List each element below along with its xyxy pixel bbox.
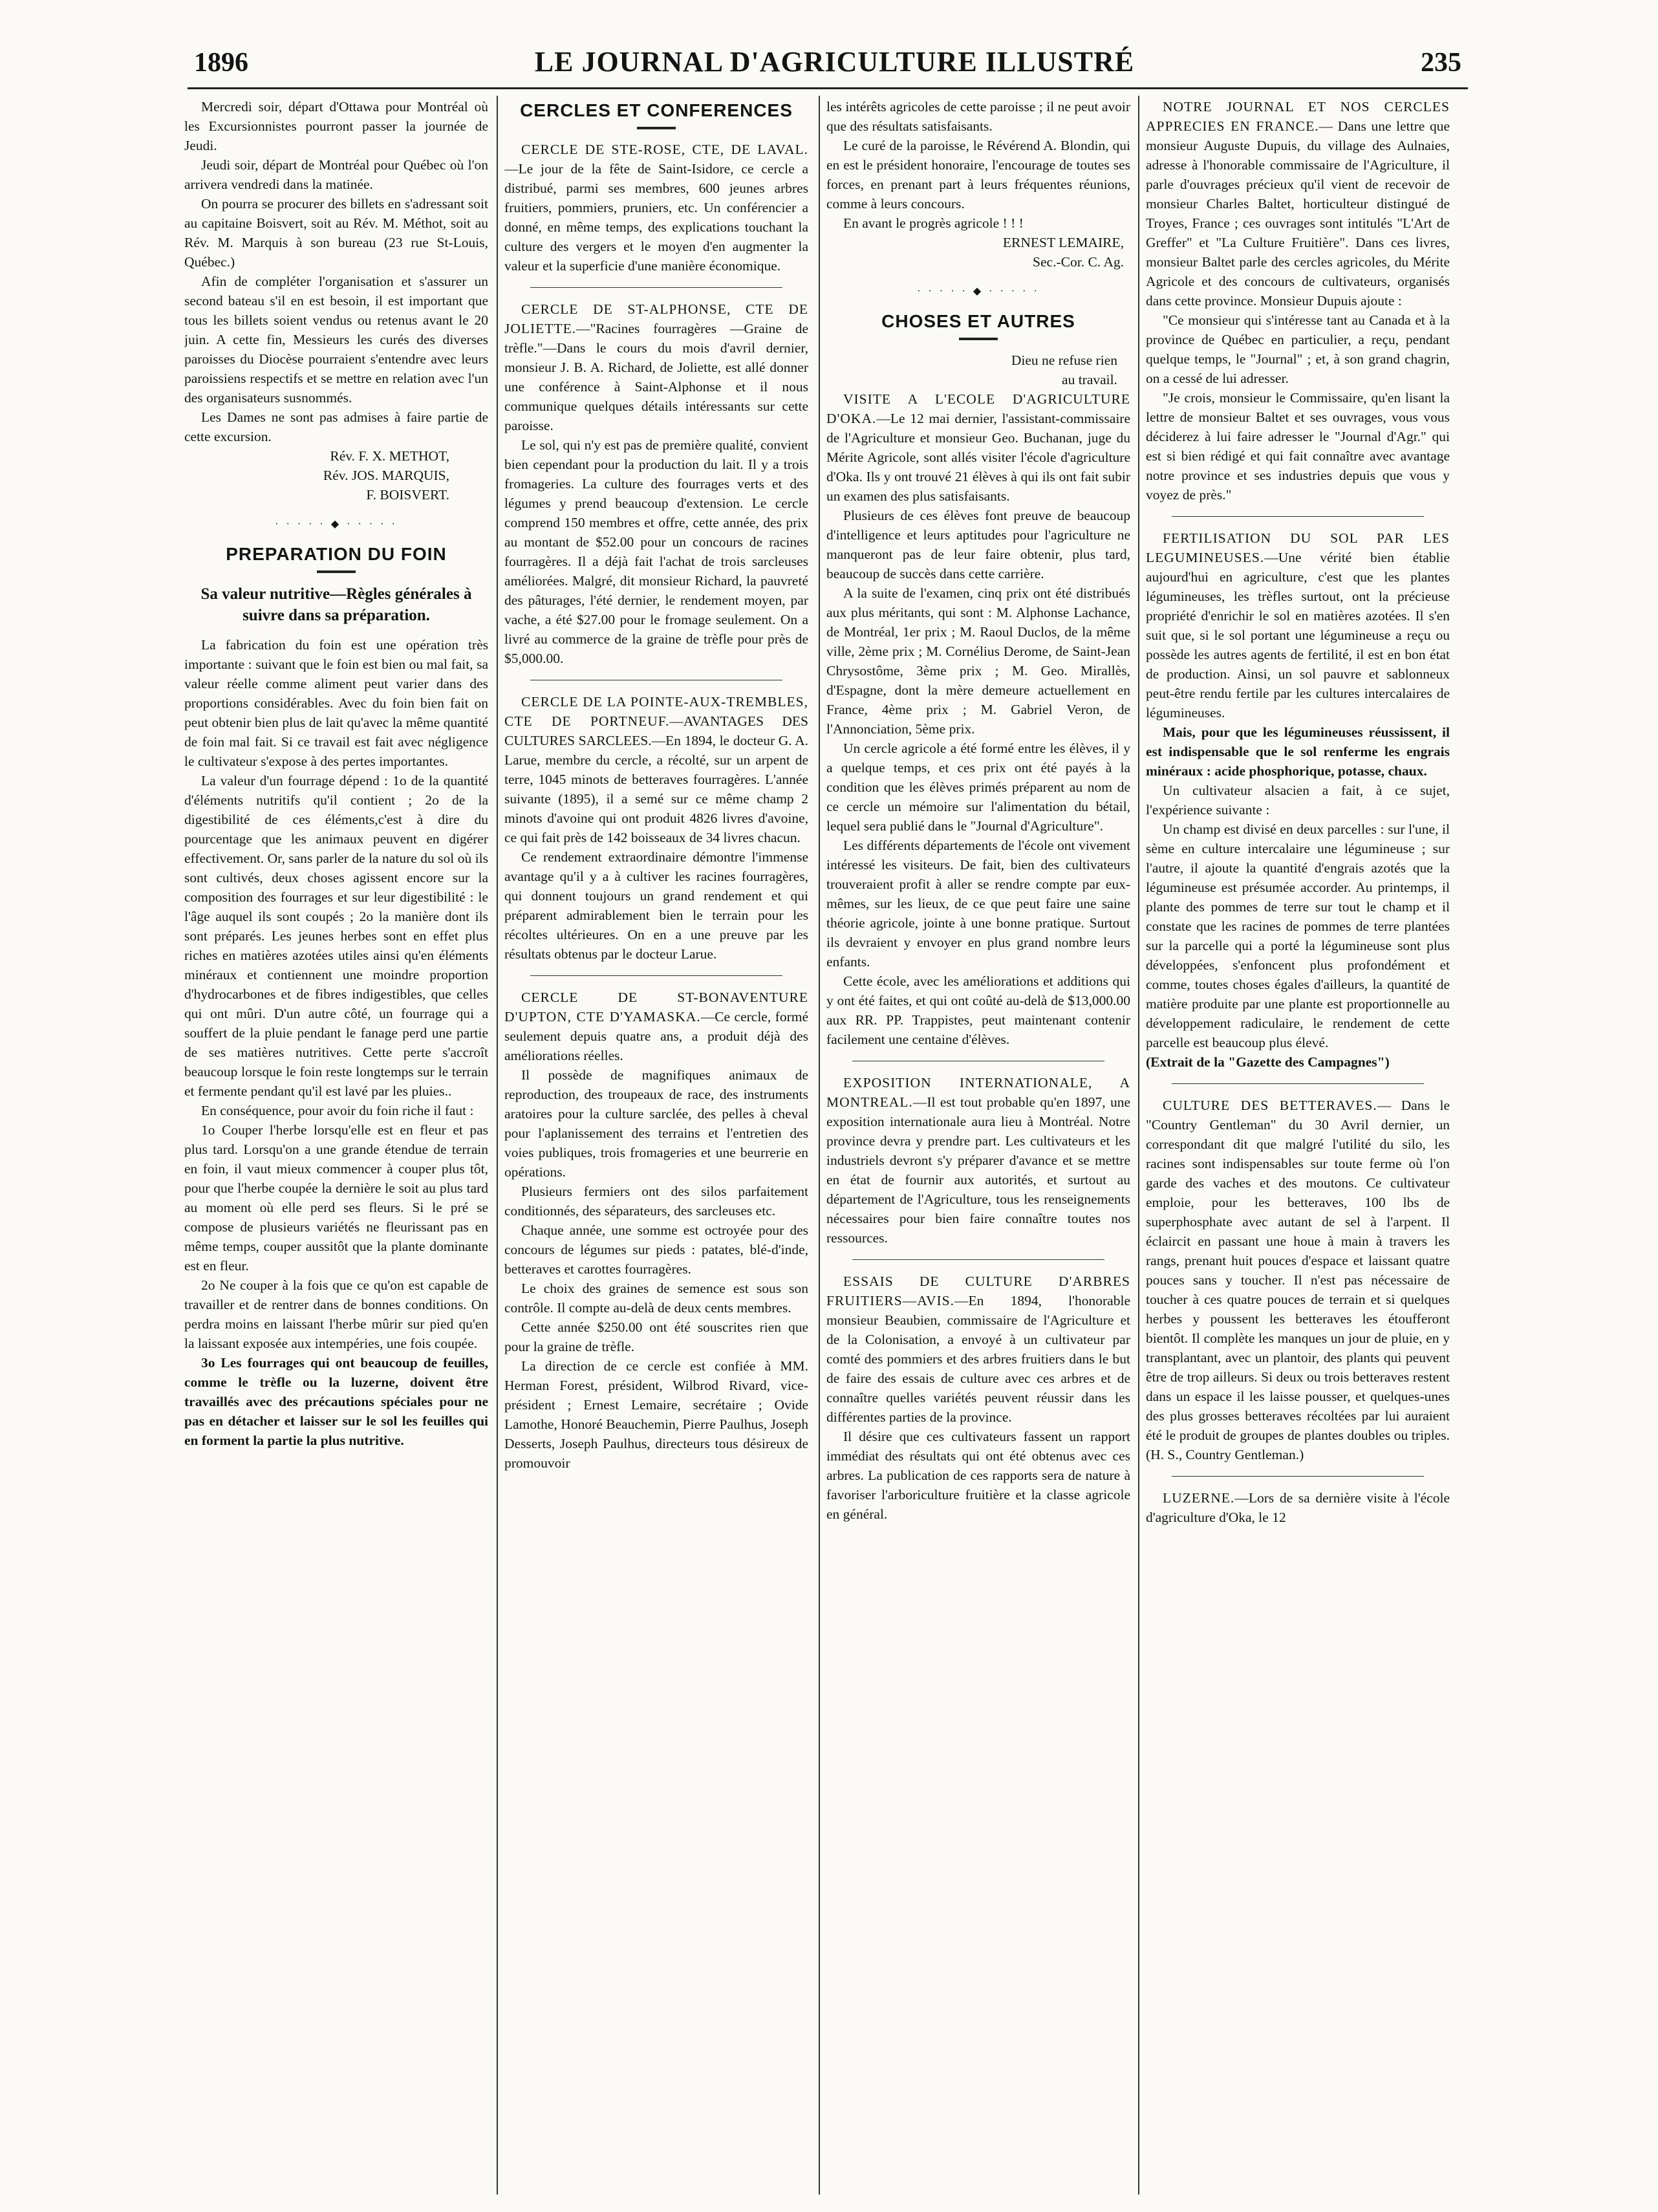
item-divider bbox=[1172, 516, 1424, 517]
item-title: NOTRE JOURNAL ET NOS CERCLES APPRECIES EN FRANCE. bbox=[1146, 99, 1450, 134]
header-year: 1896 bbox=[194, 48, 248, 78]
header-title: LE JOURNAL D'AGRICULTURE ILLUSTRÉ bbox=[534, 46, 1135, 78]
paragraph: Un champ est divisé en deux parcelles : sur l'une, il sème en culture intercalaire une légumineuse ; sur l'autre, il ajoute la quantité d'engrais azotés que la légumineuse est présumée accorder. Au printemps, il plante des pommes de terre sur tout le champ et il constate que les racines de pommes de terre plantées sur la parcelle qui a porté la légumineuse sont plus développées, s'enfoncent plus profondément et comme, toutes choses égales d'ailleurs, la quantité de matière produite par une plante est proportionnelle au développement radiculaire, le rendement de cette parcelle est beaucoup plus élevé. bbox=[1146, 821, 1450, 1050]
paragraph: La fabrication du foin est une opération très importante : suivant que le foin est bien ou mal fait, sa valeur réelle comme aliment peut varier dans des proportions considérables. Avec du foin bien fait on peut obtenir bien plus de lait qu'avec la même quantité de foin mal fait. Si ce travail est fait avec négligence le cultivateur s'expose à des pertes importantes. bbox=[184, 637, 488, 769]
paragraph: A la suite de l'examen, cinq prix ont été distribués aux plus méritants, qui sont : M. Alphonse Lachance, de Montréal, 1er prix ; M. Raoul Duclos, de la même ville, 2ème prix ; M. Cornélius Derome, de Saint-Jean Chrysostôme, 3ème prix ; M. Geo. Mirallès, d'Espagne, dont la mère demeure actuellement en France, 4ème prix ; M. Gabriel Veron, de l'Annonciation, 5ème prix. bbox=[826, 585, 1130, 737]
column-2 bbox=[504, 97, 808, 2193]
paragraph: Il désire que ces cultivateurs fassent un rapport immédiat des résultats qui ont été obtenus avec ces arbres. La publication de ces rapports sera de nature à favoriser l'arboriculture fruitière et la classe agricole en général. bbox=[826, 1429, 1130, 1522]
paragraph: Plusieurs de ces élèves font preuve de beaucoup d'intelligence et leurs aptitudes pour l'agriculture ne manqueront pas de leur faire obtenir, plus tard, beaucoup de succès dans cette carrière. bbox=[826, 508, 1130, 581]
paragraph: les intérêts agricoles de cette paroisse ; il ne peut avoir que des résultats satisfaisants. bbox=[826, 99, 1130, 134]
news-item bbox=[504, 692, 808, 847]
page-number: 235 bbox=[1420, 48, 1461, 78]
item-text: —Le 12 mai dernier, l'assistant-commissaire de l'Agriculture et monsieur Geo. Buchanan, juge du Mérite Agricole, sont allés visiter l'école d'agriculture d'Oka. Ils y ont trouvé 21 élèves à qui ils ont fait subir un examen des plus satisfaisants. bbox=[826, 411, 1130, 504]
article-heading: PREPARATION DU FOIN bbox=[226, 544, 447, 564]
item-text: —Le jour de la fête de Saint-Isidore, ce cercle a distribué, parmi ses membres, 600 jeunes arbres fruitiers, pommiers, pruniers, etc. Un conférencier a donné, en même temps, des explications touchant la culture des vergers et le moyen d'en augmenter la valeur et la superficie d'une manière économique. bbox=[504, 161, 808, 274]
news-item bbox=[1146, 528, 1450, 722]
item-title: FERTILISATION DU SOL PAR LES LEGUMINEUSES. bbox=[1146, 530, 1450, 565]
paragraph: On pourra se procurer des billets en s'adressant soit au capitaine Boisvert, soit au Rév. M. Méthot, soit au Rév. M. Marquis à son bureau (23 rue St-Louis, Québec.) bbox=[184, 196, 488, 270]
item-text: —Il est tout probable qu'en 1897, une exposition internationale aura lieu à Montréal. Notre province devra y prendre part. Les cultivateurs et les industriels devront s'y préparer d'avance et se mettre en état de fournir aux autorités, et surtout au département de l'Agriculture, tous les renseignements nécessaires pour bien faire connaître toutes nos ressources. bbox=[826, 1094, 1130, 1246]
item-divider bbox=[852, 1259, 1104, 1260]
paragraph: Chaque année, une somme est octroyée pour des concours de légumes sur pieds : patates, blé-d'inde, betteraves et carottes fourragères. bbox=[504, 1222, 808, 1277]
paragraph: Le sol, qui n'y est pas de première qualité, convient bien cependant pour la production du lait. Il y a trois fromageries. La culture des fourrages verts et des légumes y prend beaucoup d'extension. Le cercle comprend 150 membres et offre, cette année, des prix au montant de $52.00 pour un concours de racines fourragères. Il a déjà fait l'achat de trois sarcleuses améliorées. Malgré, dit monsieur Richard, la pauvreté des pâturages, l'été dernier, le rendement moyen, par vache, a été $27.00 pour le fromage seulement. On a livré au commerce de la graine de trèfle pour près de $5,000.00. bbox=[504, 437, 808, 666]
item-divider bbox=[1172, 1476, 1424, 1477]
paragraph: Mercredi soir, départ d'Ottawa pour Montréal où les Excursionnistes pourront passer la journée de Jeudi. bbox=[184, 99, 488, 153]
column-1 bbox=[184, 97, 488, 2193]
news-item bbox=[826, 1073, 1130, 1248]
item-text: —AVANTAGES DES CULTURES SARCLEES.—En 1894, le docteur G. A. Larue, membre du cercle, a récolté, sur un arpent de terre, 1045 minots de betteraves fourragères. L'année suivante (1895), il a semé sur ce même champ 2 minots d'avoine qui ont produit 4826 livres d'avoine, ce qui fait près de 142 boisseaux de 34 livres chacun. bbox=[504, 713, 808, 845]
item-divider bbox=[530, 975, 782, 976]
ornament-divider: · · · · · ◆ · · · · · bbox=[275, 519, 398, 530]
paragraph: Jeudi soir, départ de Montréal pour Québec où l'on arrivera vendredi dans la matinée. bbox=[184, 157, 488, 192]
item-title: ESSAIS DE CULTURE D'ARBRES FRUITIERS—AVIS. bbox=[826, 1274, 1130, 1308]
paragraph: La valeur d'un fourrage dépend : 1o de la quantité d'éléments nutritifs qu'il contient ; 2o de la digestibilité de ces éléments,c'est à dire du pourcentage que les animaux peuvent en digérer effectivement. Or, sans parler de la nature du sol où ils sont cultivés, deux choses agissent encore sur la composition des fourrages et sur leur digestibilité : le l'âge auquel ils sont coupés ; 2o la manière dont ils sont préparés. Les jeunes herbes sont en effet plus riches en matières azotées utiles ainsi qu'en éléments minéraux et contiennent une moindre proportion d'hydrocarbones et de fibres indigestibles, que celles qui ont mûri. D'un autre côté, un fourrage qui a souffert de la pluie pendant le fanage perd une partie de ses matières nutritives. Cette perte s'accroît beaucoup lorsque le foin reste longtemps sur le terrain et fermente pendant qu'il est lavé par les pluies.. bbox=[184, 773, 488, 1099]
item-title: VISITE A L'ECOLE D'AGRICULTURE D'OKA. bbox=[826, 391, 1130, 426]
item-title: CERCLE DE ST-ALPHONSE, CTE DE JOLIETTE. bbox=[504, 301, 808, 336]
paragraph: Les différents départements de l'école ont vivement intéressé les visiteurs. De fait, bien des cultivateurs trouveraient profit à aller se rendre compte par eux-mêmes, sur les lieux, de ce que peut faire une saine théorie agricole, jointe à une bonne pratique. Surtout ils devraient y envoyer en plus grand nombre leurs enfants. bbox=[826, 838, 1130, 970]
paragraph: Cette école, avec les améliorations et additions qui y ont été faites, et qui ont coûté au-delà de $13,000.00 aux RR. PP. Trappistes, peut maintenant contenir facilement une centaine d'élèves. bbox=[826, 973, 1130, 1047]
paragraph: Le choix des graines de semence est sous son contrôle. Il compte au-delà de deux cents membres. bbox=[504, 1281, 808, 1316]
paragraph: Mais, pour que les légumineuses réussissent, il est indispensable que le sol renferme les engrais minéraux : acide phosphorique, potasse, chaux. bbox=[1146, 724, 1450, 779]
paragraph: "Ce monsieur qui s'intéresse tant au Canada et à la province de Québec en particulier, a reçu, pendant quelque temps, le "Journal" ; et, à son grand chagrin, on a cessé de lui adresser. bbox=[1146, 312, 1450, 386]
item-title: CERCLE DE LA POINTE-AUX-TREMBLES, CTE DE PORTNEUF. bbox=[504, 694, 808, 729]
news-item bbox=[826, 389, 1130, 506]
section-heading: CERCLES ET CONFERENCES bbox=[520, 100, 793, 120]
news-item bbox=[1146, 97, 1450, 310]
motto-line: au travail. bbox=[1062, 372, 1117, 387]
news-item bbox=[504, 299, 808, 435]
signature-line: ERNEST LEMAIRE, bbox=[1002, 235, 1124, 250]
news-item bbox=[504, 140, 808, 276]
signature-line: Rév. F. X. METHOT, bbox=[330, 448, 449, 464]
item-title: CERCLE DE STE-ROSE, CTE, DE LAVAL. bbox=[521, 142, 808, 157]
paragraph: Ce rendement extraordinaire démontre l'immense avantage qu'il y a à cultiver les racines fourragères, qui donnent toujours un grand rendement et qui préparent admirablement bien le terrain pour les récoltes ultérieures. On en a une preuve par les résultats obtenus par le docteur Larue. bbox=[504, 849, 808, 962]
item-title: EXPOSITION INTERNATIONALE, A MONTREAL. bbox=[826, 1075, 1130, 1110]
news-item bbox=[1146, 1096, 1450, 1464]
item-title: CERCLE DE ST-BONAVENTURE D'UPTON, CTE D'YAMASKA. bbox=[504, 990, 808, 1025]
signature-line: Sec.-Cor. C. Ag. bbox=[1033, 254, 1124, 270]
column-4 bbox=[1146, 97, 1450, 2193]
section-heading: CHOSES ET AUTRES bbox=[881, 311, 1075, 331]
news-item bbox=[504, 988, 808, 1065]
paragraph: Afin de compléter l'organisation et s'assurer un second bateau s'il en est besoin, il est important que tous les billets soient vendus ou retenus avant le 20 juin. A cette fin, Messieurs les curés des diverses paroisses du Diocèse pourraient s'entendre avec leurs paroissiens respectifs et se mettre en relation avec l'un des organisateurs susnommés. bbox=[184, 274, 488, 406]
paragraph: Un cercle agricole a été formé entre les élèves, il y a quelque temps, et ces prix ont été payés à la condition que les élèves primés préparent au nom de ce cercle un mémoire sur l'alimentation du bétail, lequel sera publié dans le "Journal d'Agriculture". bbox=[826, 741, 1130, 834]
motto-line: Dieu ne refuse rien bbox=[1011, 352, 1117, 368]
news-item bbox=[1146, 1488, 1450, 1527]
heading-rule bbox=[959, 338, 998, 340]
item-text: — Dans le "Country Gentleman" du 30 Avril dernier, un correspondant dit que malgré l'utilité du silo, les racines sont indispensables sur toute ferme où l'on garde des vaches et des moutons. Ce cultivateur emploie, pour les betteraves, 100 lbs de superphosphate avec autant de sel à l'arpent. Il éclaircit en passant une houe à main à travers les rangs, prenant huit pouces d'espace et laissant quatre pouces sans y toucher. Il n'est pas nécessaire de toucher à ces quatre pouces de terrain et si quelques herbes y poussent les betteraves les étoufferont bientôt. Il complète les manques un jour de pluie, en y transplantant, avec un plantoir, des plants qui peuvent être de trop ailleurs. Si deux ou trois betteraves restent dans un espace il les laisse pousser, et quelques-unes des plus grosses betteraves récoltées par lui auraient été le produit de groupes de plantes doubles ou triples. (H. S., Country Gentleman.) bbox=[1146, 1098, 1450, 1462]
paragraph: La direction de ce cercle est confiée à MM. Herman Forest, président, Wilbrod Rivard, vice-président ; Ernest Lemaire, secrétaire ; Ovide Lamothe, Honoré Beauchemin, Pierre Paulhus, Joseph Desserts, Joseph Paulhus, directeurs tous désireux de promouvoir bbox=[504, 1358, 808, 1471]
paragraph: 2o Ne couper à la fois que ce qu'on est capable de travailler et de rentrer dans de bonnes conditions. On perdra moins en laissant l'herbe mûrir sur pied qu'en la laissant exposée aux intempéries, une fois coupée. bbox=[184, 1277, 488, 1351]
heading-rule bbox=[637, 127, 676, 129]
column-divider bbox=[819, 96, 820, 2195]
column-3 bbox=[826, 97, 1130, 2193]
item-text: — Dans une lettre que monsieur Auguste Dupuis, du village des Aulnaies, adresse à l'honorable commissaire de l'Agriculture, il parle d'ouvrages précieux qu'il vient de recevoir de monsieur Charles Baltet, horticulteur distingué de Troyes, France ; ces ouvrages sont intitulés "L'Art de Greffer" et "La Culture Fruitière". Dans ces livres, monsieur Baltet parle des cercles agricoles, du Mérite Agricole et des concours de cultivateurs, organisés dans cette province. Monsieur Dupuis ajoute : bbox=[1146, 118, 1450, 309]
signature-line: Rév. JOS. MARQUIS, bbox=[323, 468, 449, 483]
ornament-divider: · · · · · ◆ · · · · · bbox=[917, 286, 1040, 297]
item-title: LUZERNE. bbox=[1163, 1490, 1235, 1506]
paragraph: "Je crois, monsieur le Commissaire, qu'en lisant la lettre de monsieur Baltet et ses ouvrages, vous vous déciderez à lui faire adresser le "Journal d'Agr." qui est si bien rédigé et qui fait connaître avec avantage notre province et ses industries depuis que vous y voyez de près." bbox=[1146, 390, 1450, 503]
heading-rule bbox=[317, 570, 356, 573]
page-header bbox=[194, 45, 1461, 84]
paragraph: Plusieurs fermiers ont des silos parfaitement conditionnés, des séparateurs, des sarcleuses etc. bbox=[504, 1184, 808, 1219]
item-text: —En 1894, l'honorable monsieur Beaubien, commissaire de l'Agriculture et de la Colonisation, a envoyé à un cultivateur par comté des pommiers et des arbres fruitiers dans le but de faire des essais de culture avec ces arbres et de connaître quelles variétés peuvent réussir dans les différentes parties de la province. bbox=[826, 1293, 1130, 1425]
item-text: —"Racines fourragères —Graine de trèfle."—Dans le cours du mois d'avril dernier, monsieur J. B. A. Richard, de Joliette, est allé donner une conférence à Saint-Alphonse et il nous communique quelques détails intéressants sur cette paroisse. bbox=[504, 321, 808, 433]
paragraph: Les Dames ne sont pas admises à faire partie de cette excursion. bbox=[184, 409, 488, 444]
paragraph: 1o Couper l'herbe lorsqu'elle est en fleur et pas plus tard. Lorsqu'on a une grande étendue de terrain en foin, il vaut mieux commencer à couper plus tôt, pour que l'herbe coupée la dernière le soit au plus tard au moment où elle perd ses fleurs. Si le pré se compose de plusieurs variétés ne fleurissant pas en même temps, couper aussitôt que la plante dominante est en fleur. bbox=[184, 1122, 488, 1274]
item-divider bbox=[530, 287, 782, 288]
article-subheading: Sa valeur nutritive—Règles générales à suivre dans sa préparation. bbox=[200, 585, 472, 624]
paragraph: En avant le progrès agricole ! ! ! bbox=[843, 215, 1024, 231]
item-text: —Lors de sa dernière visite à l'école d'agriculture d'Oka, le 12 bbox=[1146, 1490, 1450, 1525]
item-title: CULTURE DES BETTERAVES. bbox=[1163, 1098, 1377, 1113]
column-divider bbox=[1138, 96, 1139, 2195]
header-rule bbox=[188, 87, 1468, 89]
paragraph: Un cultivateur alsacien a fait, à ce sujet, l'expérience suivante : bbox=[1146, 783, 1450, 818]
paragraph: Le curé de la paroisse, le Révérend A. Blondin, qui en est le président honoraire, l'encourage de toutes ses forces, en prenant part à leurs fréquentes réunions, comme à leurs concours. bbox=[826, 138, 1130, 211]
signature-line: F. BOISVERT. bbox=[366, 487, 449, 503]
paragraph: 3o Les fourrages qui ont beaucoup de feuilles, comme le trèfle ou la luzerne, doivent être travaillés avec des précautions spéciales pour ne pas en détacher et laisser sur le sol les feuilles qui en forment la partie la plus nutritive. bbox=[184, 1355, 488, 1448]
news-item bbox=[826, 1272, 1130, 1427]
paragraph: Cette année $250.00 ont été souscrites rien que pour la graine de trèfle. bbox=[504, 1319, 808, 1354]
paragraph: En conséquence, pour avoir du foin riche il faut : bbox=[201, 1103, 474, 1118]
paragraph: Il possède de magnifiques animaux de reproduction, des troupeaux de race, des instruments aratoires pour la culture sarclée, des pelles à cheval pour l'aplanissement des terrains et l'entretien des voies publiques, trois fromageries et une beurrerie en opérations. bbox=[504, 1067, 808, 1180]
item-divider bbox=[1172, 1083, 1424, 1084]
item-text: —Ce cercle, formé seulement depuis quatre ans, a produit déjà des améliorations réelles. bbox=[504, 1009, 808, 1063]
source-citation: (Extrait de la "Gazette des Campagnes") bbox=[1146, 1054, 1390, 1070]
item-text: —Une vérité bien établie aujourd'hui en agriculture, c'est que les plantes légumineuses, les trèfles surtout, ont la précieuse propriété d'enrichir le sol en matières azotées. Il s'en suit que, si le sol portant une légumineuse a reçu ou possède les autres agents de fertilité, il est en bon état de production. Ainsi, un sol pauvre et sablonneux peut-être rendu fertile par les cultures intercalaires de légumineuses. bbox=[1146, 550, 1450, 721]
column-divider bbox=[497, 96, 498, 2195]
